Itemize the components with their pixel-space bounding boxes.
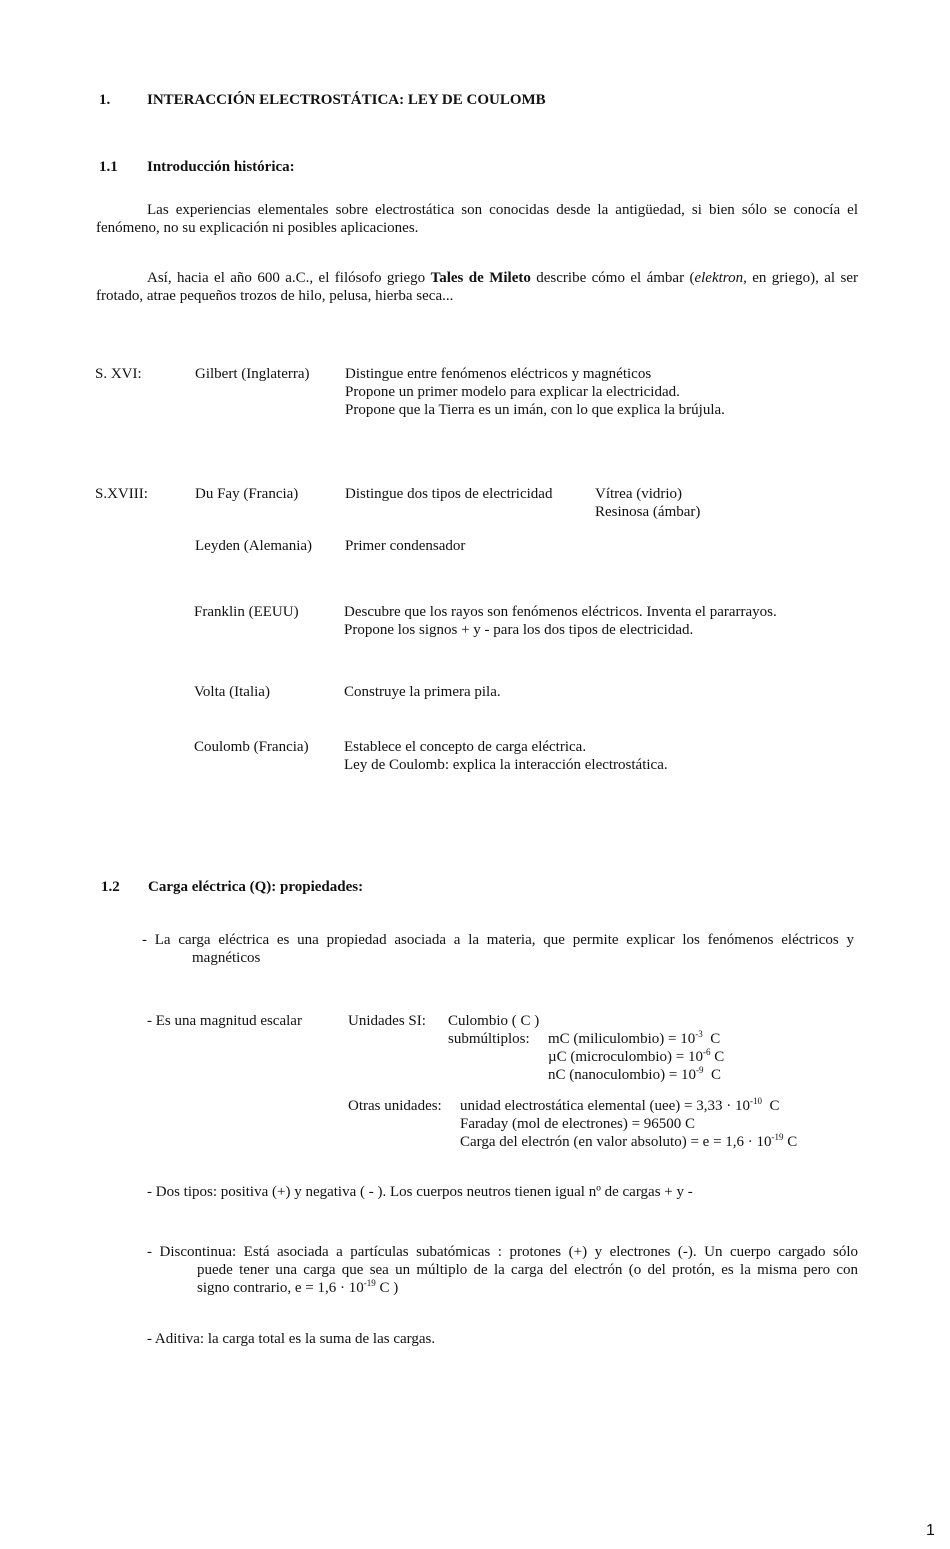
unit-text: µC (microculombio) = 10 (548, 1049, 703, 1065)
unit-text: C (710, 1049, 725, 1065)
page-title: INTERACCIÓN ELECTROSTÁTICA: LEY DE COULOMB (147, 92, 546, 108)
intro-paragraph-line (147, 201, 858, 219)
exponent: -10 (750, 1096, 763, 1106)
section-number: 1. (99, 92, 111, 108)
contribution-text: Descubre que los rayos son fenómenos eléctricos. Inventa el pararrayos. (344, 604, 777, 620)
scientist-name: Franklin (EEUU) (194, 604, 299, 620)
units-label: submúltiplos: (448, 1031, 530, 1047)
property-line (142, 931, 854, 949)
intro-text: Las experiencias elementales sobre electrostática son conocidas desde la antigüedad, si bien sólo se conocía el (147, 202, 858, 218)
subsection-number: 1.1 (99, 159, 118, 175)
property-line: magnéticos (192, 950, 261, 966)
exponent: -9 (696, 1065, 704, 1075)
unit-line: Faraday (mol de electrones) = 96500 C (460, 1116, 696, 1132)
intro-text: describe cómo el ámbar ( (530, 270, 695, 286)
subsection-title: Carga eléctrica (Q): propiedades: (148, 879, 364, 895)
intro-text: Así, hacia el año 600 a.C., el filósofo griego (147, 270, 431, 286)
property-text: puede tener una carga que sea un múltiplo de la carga del electrón (o del protón, es la misma pero con (197, 1262, 858, 1278)
exponent: -19 (363, 1278, 376, 1288)
contribution-text: Propone los signos + y - para los dos tipos de electricidad. (344, 622, 694, 638)
scientist-name: Leyden (Alemania) (195, 538, 313, 554)
property-line: - Aditiva: la carga total es la suma de las cargas. (147, 1331, 436, 1347)
unit-text: mC (miliculombio) = 10 (548, 1031, 696, 1047)
intro-text: , en griego), al ser (743, 270, 858, 286)
electricity-type: Resinosa (ámbar) (595, 504, 701, 520)
scientist-name: Du Fay (Francia) (195, 486, 299, 502)
unit-text: Carga del electrón (en valor absoluto) = e = 1,6 · 10 (460, 1134, 772, 1150)
scientist-name: Coulomb (Francia) (194, 739, 309, 755)
property-text: - La carga eléctrica es una propiedad asociada a la materia, que permite explicar los fenómenos eléctricos y (142, 932, 854, 948)
contribution-text: Construye la primera pila. (344, 684, 501, 700)
property-text: - Discontinua: Está asociada a partículas subatómicas : protones (+) y electrones (-). Un cuerpo cargado sólo (147, 1244, 858, 1260)
unit-text: C (783, 1134, 798, 1150)
century-label: S.XVIII: (95, 486, 148, 502)
units-label: Otras unidades: (348, 1098, 442, 1114)
unit-line (548, 1066, 721, 1084)
intro-paragraph-line: frotado, atrae pequeños trozos de hilo, pelusa, hierba seca... (96, 288, 454, 304)
elektron-word: elektron (694, 270, 744, 286)
exponent: -6 (703, 1047, 711, 1057)
unit-text: C (762, 1098, 780, 1114)
exponent: -3 (695, 1029, 703, 1039)
scientist-name: Gilbert (Inglaterra) (195, 366, 310, 382)
property-line: - Dos tipos: positiva (+) y negativa ( - ). Los cuerpos neutros tienen igual nº de cargas + y - (147, 1184, 693, 1200)
unit-line (548, 1048, 724, 1066)
unit-text: C (703, 1067, 722, 1083)
property-line: - Es una magnitud escalar (147, 1013, 302, 1029)
century-label: S. XVI: (95, 366, 142, 382)
contribution-text: Distingue dos tipos de electricidad (345, 486, 553, 502)
unit-text: unidad electrostática elemental (uee) = 3,33 · 10 (460, 1098, 751, 1114)
unit-line (460, 1133, 797, 1151)
contribution-text: Ley de Coulomb: explica la interacción electrostática. (344, 757, 668, 773)
property-line (147, 1243, 858, 1261)
electricity-type: Vítrea (vidrio) (595, 486, 683, 502)
contribution-text: Propone un primer modelo para explicar la electricidad. (345, 384, 680, 400)
units-label: Unidades SI: (348, 1013, 426, 1029)
unit-text: nC (nanoculombio) = 10 (548, 1067, 697, 1083)
unit-line (460, 1097, 780, 1115)
subsection-number: 1.2 (101, 879, 120, 895)
property-line (197, 1279, 398, 1297)
tales-name: Tales de Mileto (430, 270, 531, 286)
units-value: Culombio ( C ) (448, 1013, 540, 1029)
contribution-text: Primer condensador (345, 538, 466, 554)
unit-line (548, 1030, 720, 1048)
exponent: -19 (771, 1132, 784, 1142)
intro-paragraph-line: fenómeno, no su explicación ni posibles aplicaciones. (96, 220, 419, 236)
property-text: signo contrario, e = 1,6 · 10 (197, 1280, 364, 1296)
subsection-title: Introducción histórica: (147, 159, 295, 175)
page-number: 1 (926, 1522, 935, 1539)
unit-text: C (702, 1031, 721, 1047)
contribution-text: Propone que la Tierra es un imán, con lo que explica la brújula. (345, 402, 725, 418)
property-text: C ) (375, 1280, 399, 1296)
scientist-name: Volta (Italia) (194, 684, 270, 700)
property-line (197, 1261, 858, 1279)
contribution-text: Establece el concepto de carga eléctrica. (344, 739, 587, 755)
contribution-text: Distingue entre fenómenos eléctricos y magnéticos (345, 366, 652, 382)
intro-paragraph-line (147, 269, 858, 287)
